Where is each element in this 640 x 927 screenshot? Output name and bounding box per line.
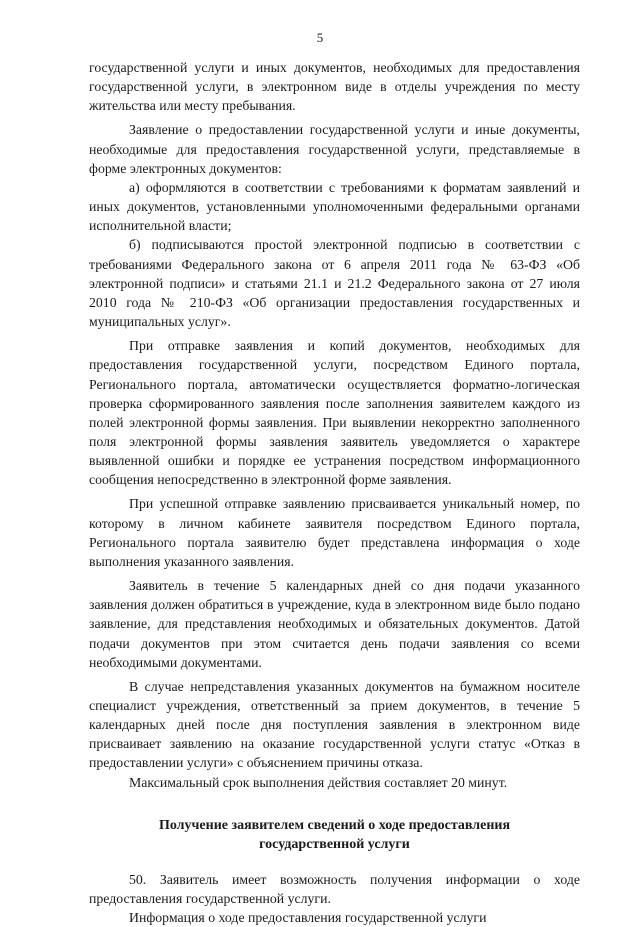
paragraph-statement-intro: Заявление о предоставлении государственной услуги и иные документы, необходимые для предоставления государственной услуги, представляемые в форме электронных документов:: [89, 122, 580, 176]
paragraph-submission-check: При отправке заявления и копий документов, необходимых для предоставления государственной услуги, посредством Единого портала, Регионального портала, автоматически осуществляется форматно-логическая проверка сформированного заявления после заполнения заявителем каждого из полей электронной формы заявления. При выявлении некорректно заполненного поля электронной формы заявления заявитель уведомляется о характере выявленной ошибки и порядке ее устранения посредством информационного сообщения непосредственно в электронной форме заявления.: [89, 338, 580, 488]
paragraph-item-a: а) оформляются в соответствии с требованиями к форматам заявлений и иных документов, установленными уполномоченными федеральными органами исполнительной власти;: [89, 179, 580, 234]
document-body: [89, 58, 580, 927]
section-heading: [89, 816, 580, 854]
page-number: 5: [316, 30, 324, 45]
paragraph-item-b: б) подписываются простой электронной подписью в соответствии с требованиями Федерального закона от 6 апреля 2011 года № 63-ФЗ «Об электронной подписи» и статьями 21.1 и 21.2 Федерального закона от 27 июля 2010 года № 210-ФЗ «Об организации предоставления государственных и муниципальных услуг».: [89, 237, 580, 330]
paragraph-info-progress: Информация о ходе предоставления государственной услуги: [129, 910, 487, 926]
paragraph-item-50: 50. Заявитель имеет возможность получения информации о ходе предоставления государственной услуги.: [89, 871, 580, 906]
section-heading-line-1: Получение заявителем сведений о ходе предоставления: [158, 817, 511, 833]
section-heading-line-2: государственной услуги: [259, 836, 410, 852]
paragraph-unique-number: При успешной отправке заявлению присваивается уникальный номер, по которому в личном кабинете заявителя посредством Единого портала, Регионального портала заявителю будет представлена информация о ходе выполнения указанного заявления.: [89, 496, 580, 569]
paragraph-applicant-deadline: Заявитель в течение 5 календарных дней со дня подачи указанного заявления должен обратиться в учреждение, куда в электронном виде было подано заявление, для представления необходимых и обязательных документов. Датой подачи документов при этом считается день подачи заявления со всеми необходимыми документами.: [89, 578, 580, 670]
paragraph-continuation: государственной услуги и иных документов, необходимых для предоставления государственной услуги, в электронном виде в отделы учреждения по месту жительства или месту пребывания.: [89, 60, 580, 114]
paragraph-max-duration: Максимальный срок выполнения действия составляет 20 минут.: [129, 774, 508, 790]
paragraph-refusal: В случае непредставления указанных документов на бумажном носителе специалист учреждения, ответственный за прием документов, в течение 5 календарных дней после дня поступления заявления в электронном виде присваивает заявлению на оказание государственной услуги статус «Отказ в предоставлении услуги» с объяснением причины отказа.: [89, 678, 580, 771]
